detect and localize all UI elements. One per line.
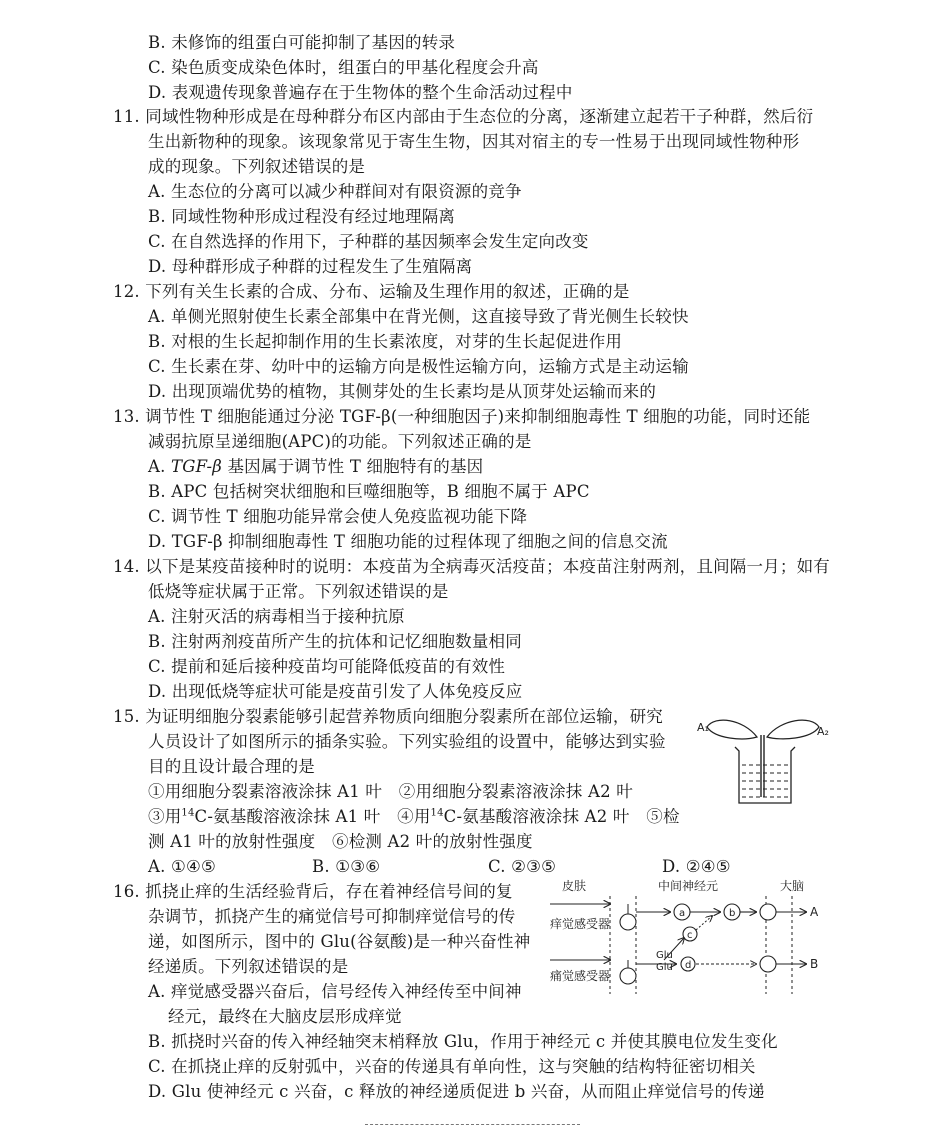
q16-stem-line2: 杂调节，抓挠产生的痛觉信号可抑制痒觉信号的传 xyxy=(148,907,516,926)
q13-stem-line1: 13. 调节性 T 细胞能通过分泌 TGF-β(一种细胞因子)来抑制细胞毒性 T 细胞的功能，同时还能 xyxy=(113,407,811,426)
q10-option-c: C. 染色质变成染色体时，组蛋白的甲基化程度会升高 xyxy=(148,58,539,77)
label-neuron-a: a xyxy=(679,908,686,919)
q15-option-line1: ①用细胞分裂素溶液涂抹 A1 叶 ②用细胞分裂素溶液涂抹 A2 叶 xyxy=(148,782,633,801)
q13-option-a-rest: 基因属于调节性 T 细胞特有的基因 xyxy=(222,457,484,476)
q10-option-b: B. 未修饰的组蛋白可能抑制了基因的转录 xyxy=(148,33,456,52)
label-glu-2: Glu xyxy=(656,962,673,973)
brain-neuron-top xyxy=(760,904,776,920)
q16-option-d: D. Glu 使神经元 c 兴奋，c 释放的神经递质促进 b 兴奋，从而阻止痒觉信号的传递 xyxy=(148,1082,765,1101)
q16-stem-line4: 经递质。下列叙述错误的是 xyxy=(148,957,349,976)
q11-option-b: B. 同域性物种形成过程没有经过地理隔离 xyxy=(148,207,456,226)
label-a1: A₁ xyxy=(697,721,709,734)
q15-opt3-text-b: C-氨基酸溶液涂抹 A1 叶 ④用 xyxy=(194,807,431,826)
q15-answer-c: C. ②③⑤ xyxy=(488,857,557,876)
q15-answer-a: A. ①④⑤ xyxy=(148,857,216,876)
q14-option-d: D. 出现低烧等症状可能是疫苗引发了人体免疫反应 xyxy=(148,682,523,701)
q13-option-a-gene: TGF-β xyxy=(171,457,223,476)
q16-option-b: B. 抓挠时兴奋的传入神经轴突末梢释放 Glu，作用于神经元 c 并使其膜电位发生变化 xyxy=(148,1032,778,1051)
leaf-a1-shape xyxy=(707,720,757,739)
beaker-liquid xyxy=(742,765,788,797)
q14-option-a: A. 注射灭活的病毒相当于接种抗原 xyxy=(148,607,405,626)
label-pathway-a: A xyxy=(810,905,819,919)
q10-option-d: D. 表观遗传现象普遍存在于生物体的整个生命活动过程中 xyxy=(148,83,573,102)
q11-option-a: A. 生态位的分离可以减少种群间对有限资源的竞争 xyxy=(148,182,522,201)
label-glu-1: Glu xyxy=(656,950,673,961)
q15-isotope-sup-1: 14 xyxy=(181,807,195,819)
q14-option-c: C. 提前和延后接种疫苗均可能降低疫苗的有效性 xyxy=(148,657,506,676)
label-a2: A₂ xyxy=(817,725,829,738)
q15-cutting-figure xyxy=(695,705,835,805)
q13-stem-line2: 减弱抗原呈递细胞(APC)的功能。下列叙述正确的是 xyxy=(148,432,532,451)
q15-answer-d: D. ②④⑤ xyxy=(662,857,731,876)
q13-option-d: D. TGF-β 抑制细胞毒性 T 细胞功能的过程体现了细胞之间的信息交流 xyxy=(148,532,668,551)
beaker xyxy=(735,747,795,803)
q13-option-b: B. APC 包括树突状细胞和巨噬细胞等，B 细胞不属于 APC xyxy=(148,482,590,501)
q15-option-line2 xyxy=(148,805,680,829)
q16-option-a-line1: A. 痒觉感受器兴奋后，信号经传入神经传至中间神 xyxy=(148,982,522,1001)
q13-option-a-prefix: A. xyxy=(148,457,172,476)
q12-option-d: D. 出现顶端优势的植物，其侧芽处的生长素均是从顶芽处运输而来的 xyxy=(148,382,657,401)
q15-answer-b: B. ①③⑥ xyxy=(312,857,381,876)
q12-option-a: A. 单侧光照射使生长素全部集中在背光侧，这直接导致了背光侧生长较快 xyxy=(148,307,689,326)
q12-option-b: B. 对根的生长起抑制作用的生长素浓度，对芽的生长起促进作用 xyxy=(148,332,623,351)
label-brain: 大脑 xyxy=(780,879,805,893)
label-pathway-b: B xyxy=(810,957,819,971)
q15-isotope-sup-2: 14 xyxy=(430,807,444,819)
q11-option-d: D. 母种群形成子种群的过程发生了生殖隔离 xyxy=(148,257,473,276)
label-neuron-c: c xyxy=(687,930,693,941)
q14-option-b: B. 注射两剂疫苗所产生的抗体和记忆细胞数量相同 xyxy=(148,632,522,651)
q16-stem-line3: 递，如图所示，图中的 Glu(谷氨酸)是一种兴奋性神 xyxy=(148,932,531,951)
q11-option-c: C. 在自然选择的作用下，子种群的基因频率会发生定向改变 xyxy=(148,232,589,251)
q14-stem-line1: 14. 以下是某疫苗接种时的说明：本疫苗为全病毒灭活疫苗；本疫苗注射两剂，且间隔一月；如有 xyxy=(113,557,830,576)
q12-option-c: C. 生长素在芽、幼叶中的运输方向是极性运输方向，运输方式是主动运输 xyxy=(148,357,689,376)
q12-stem: 12. 下列有关生长素的合成、分布、运输及生理作用的叙述，正确的是 xyxy=(113,282,630,301)
q13-option-a xyxy=(148,455,483,479)
q16-option-a-line2: 经元，最终在大脑皮层形成痒觉 xyxy=(168,1007,402,1026)
q15-opt3-text-c: C-氨基酸溶液涂抹 A2 叶 ⑤检 xyxy=(443,807,680,826)
q16-neural-figure xyxy=(548,876,830,1002)
label-interneuron: 中间神经元 xyxy=(658,879,719,893)
q15-stem-line3: 目的且设计最合理的是 xyxy=(148,757,315,776)
label-pain-receptor: 痛觉感受器 xyxy=(550,969,611,983)
brain-neuron-bottom xyxy=(760,956,776,972)
q14-stem-line2: 低烧等症状属于正常。下列叙述错误的是 xyxy=(148,582,449,601)
page-footer-mark xyxy=(365,1124,580,1129)
pain-receptor-neuron xyxy=(620,968,636,984)
label-neuron-d: d xyxy=(685,960,692,971)
q15-stem-line2: 人员设计了如图所示的插条实验。下列实验组的设置中，能够达到实验 xyxy=(148,732,666,751)
q11-stem-line3: 成的现象。下列叙述错误的是 xyxy=(148,157,366,176)
q15-stem-line1: 15. 为证明细胞分裂素能够引起营养物质向细胞分裂素所在部位运输，研究 xyxy=(113,707,663,726)
q11-stem-line2: 生出新物种的现象。该现象常见于寄生生物，因其对宿主的专一性易于出现同域性物种形 xyxy=(148,132,800,151)
label-itch-receptor: 痒觉感受器 xyxy=(550,917,611,931)
q15-opt3-text-a: ③用 xyxy=(148,807,182,826)
q15-option-line3: 测 A1 叶的放射性强度 ⑥检测 A2 叶的放射性强度 xyxy=(148,832,533,851)
itch-receptor-neuron xyxy=(620,914,636,930)
q13-option-c: C. 调节性 T 细胞功能异常会使人免疫监视功能下降 xyxy=(148,507,528,526)
label-neuron-b: b xyxy=(729,908,736,919)
q16-stem-line1: 16. 抓挠止痒的生活经验背后，存在着神经信号间的复 xyxy=(113,882,513,901)
q16-option-c: C. 在抓挠止痒的反射弧中，兴奋的传递具有单向性，这与突触的结构特征密切相关 xyxy=(148,1057,756,1076)
label-skin: 皮肤 xyxy=(562,879,587,893)
q11-stem-line1: 11. 同域性物种形成是在母种群分布区内部由于生态位的分离，逐渐建立起若干子种群，然后衍 xyxy=(113,107,814,126)
leaf-a2-shape xyxy=(767,720,819,739)
